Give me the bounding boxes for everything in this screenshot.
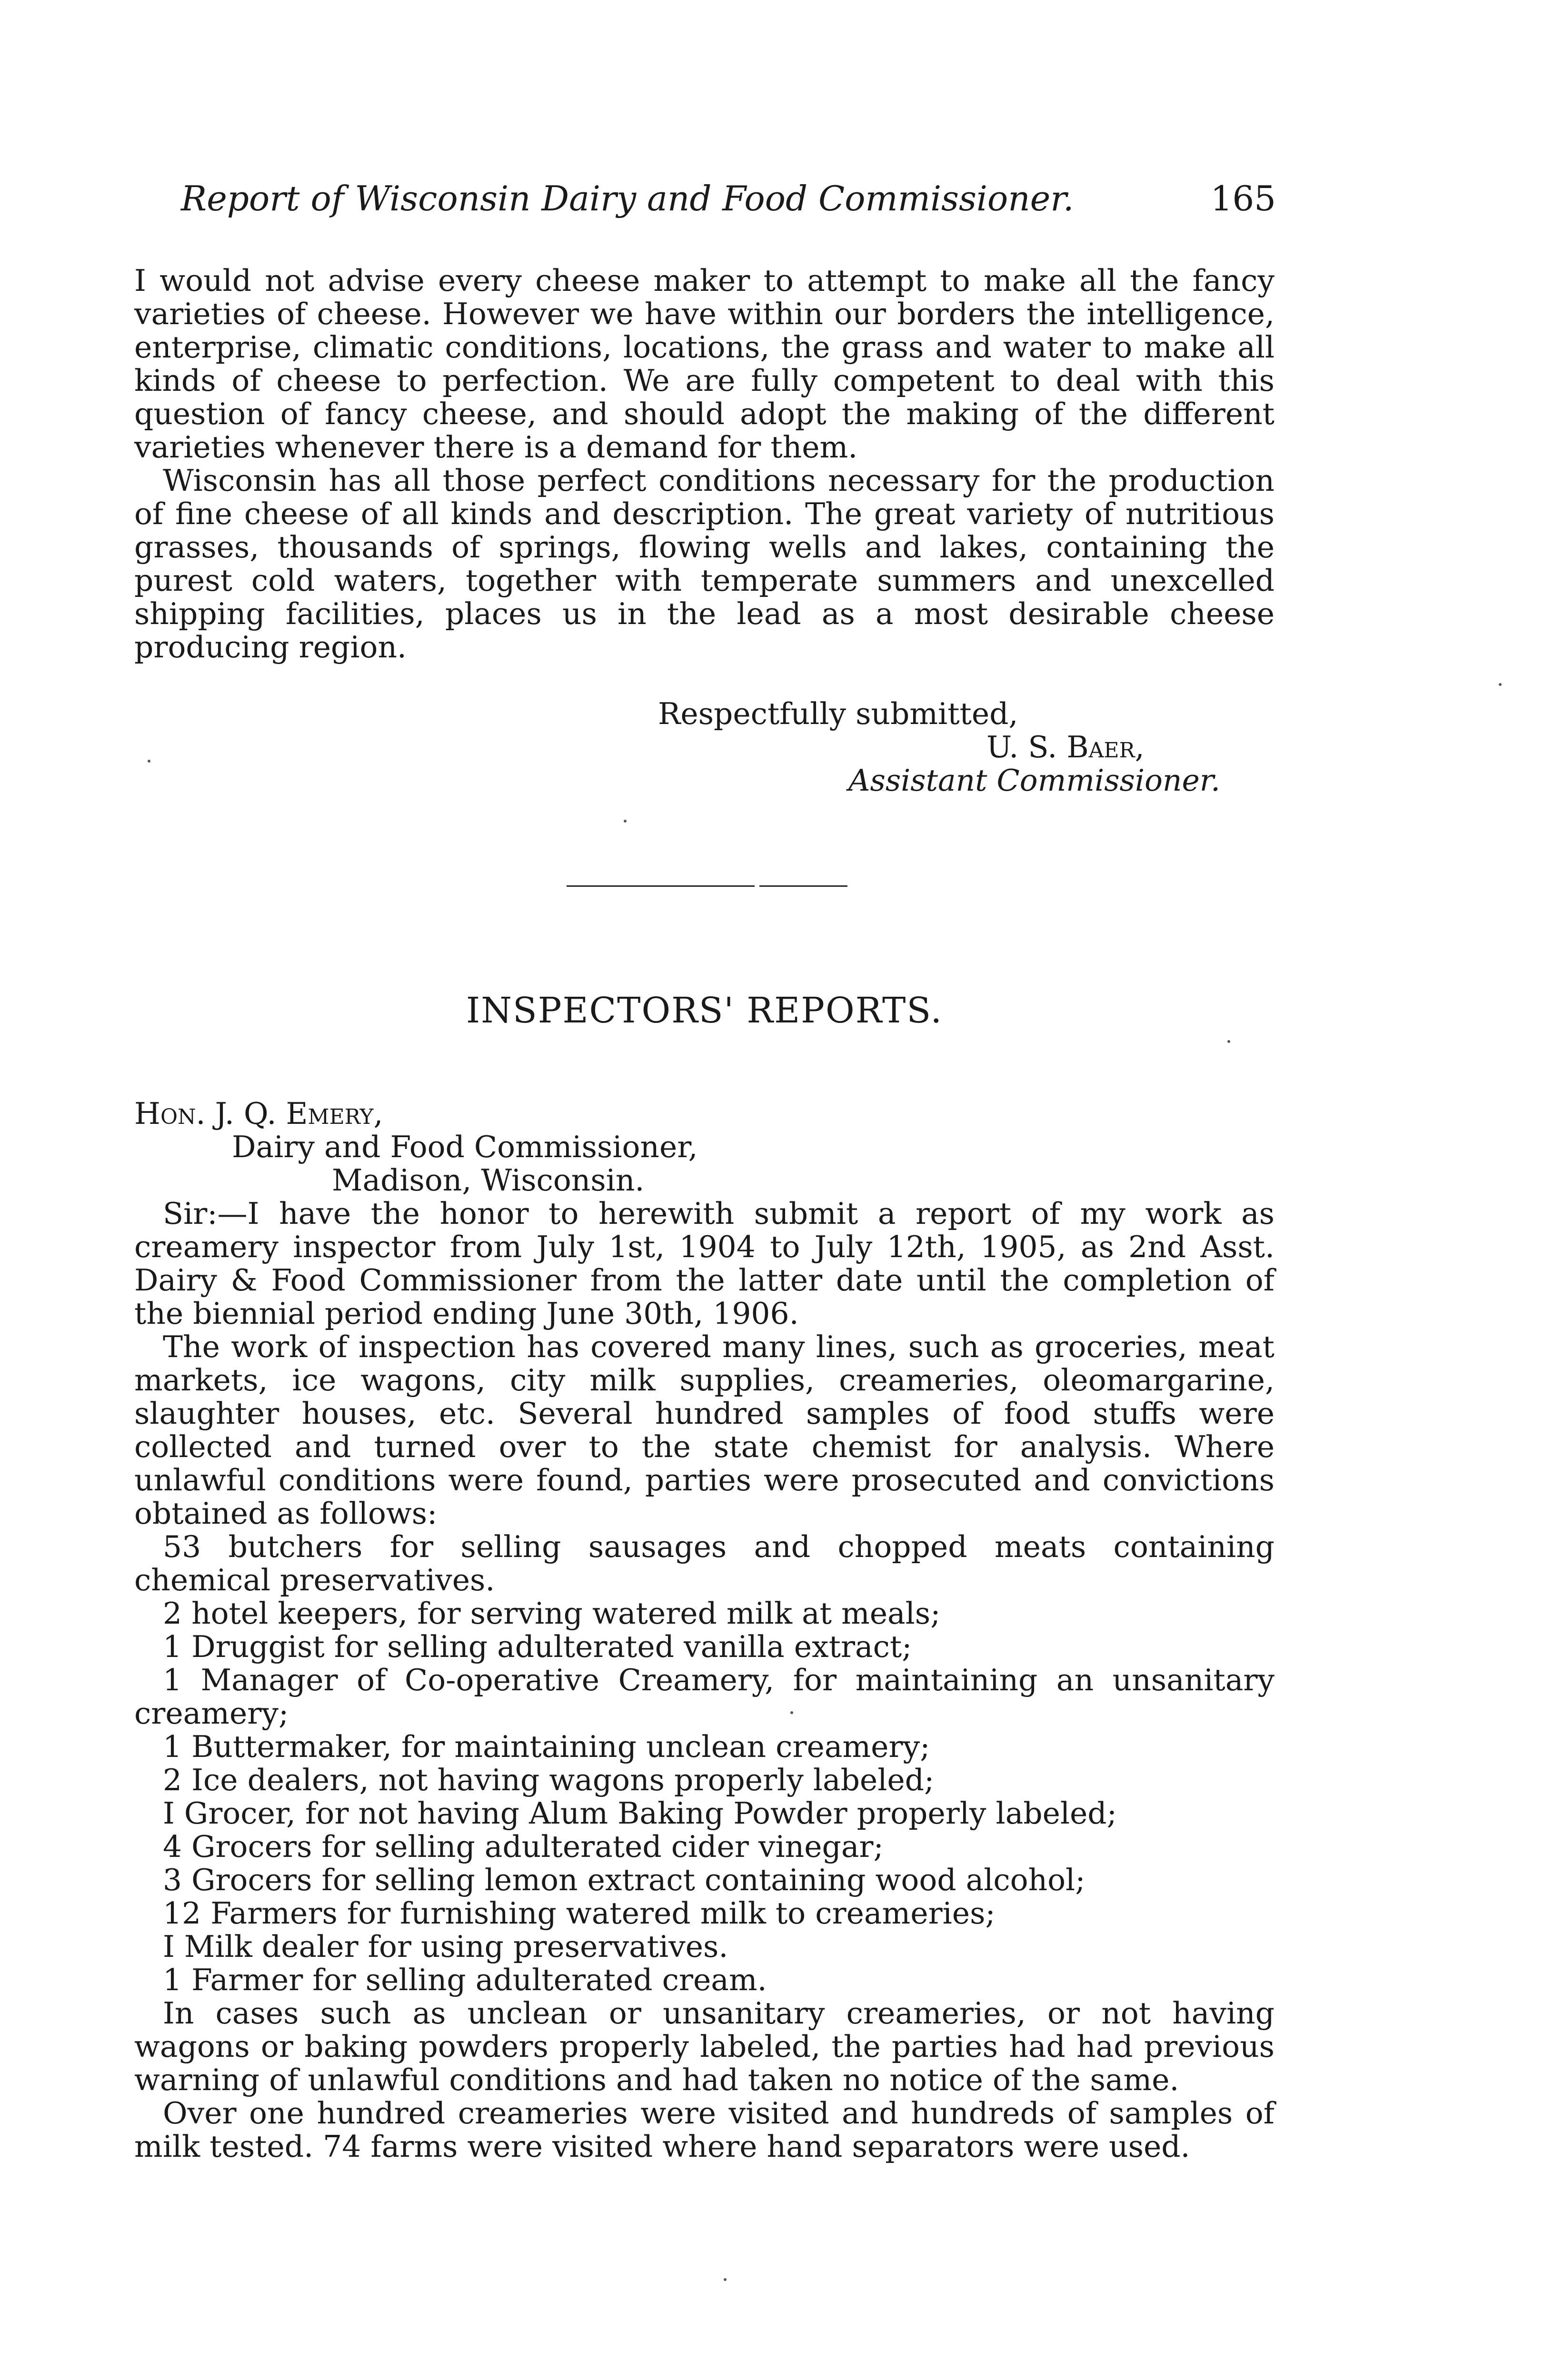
address-location: Madison, Wisconsin. — [332, 1163, 645, 1198]
section-divider-left — [567, 885, 755, 887]
signature-closing: Respectfully submitted, — [658, 696, 1018, 731]
report-paragraph-2: The work of inspection has covered many lines, such as groceries, meat markets, ice wagons, city milk supplies, creameries, oleomargarine, slaughter houses, etc. Several hundred samples of food stuffs were collected and turned over to the state chemist for analysis. Where unlawful conditions were found, parties were prosecuted and convictions obtained as follows: — [134, 1329, 1275, 1531]
scan-speck — [1499, 683, 1502, 686]
conviction-item: 1 Farmer for selling adulterated cream. — [163, 1963, 767, 1997]
scan-speck — [148, 760, 150, 763]
conviction-item: 1 Manager of Co-operative Creamery, for maintaining an unsanitary creamery; — [134, 1663, 1275, 1731]
conviction-item: 1 Buttermaker, for maintaining unclean creamery; — [163, 1729, 930, 1764]
report-text — [134, 1197, 1275, 2163]
section-divider-right — [759, 885, 847, 887]
running-header — [181, 172, 1276, 225]
address-office: Dairy and Food Commissioner, — [232, 1130, 698, 1164]
conviction-item: 12 Farmers for furnishing watered milk to creameries; — [163, 1896, 996, 1931]
conviction-item: 53 butchers for selling sausages and chopped meats containing chemical preservatives. — [134, 1529, 1275, 1597]
scan-speck — [790, 1711, 793, 1714]
conviction-item: 3 Grocers for selling lemon extract containing wood alcohol; — [163, 1863, 1086, 1897]
conviction-item: I Milk dealer for using preservatives. — [163, 1929, 728, 1964]
closing-paragraph-2: Over one hundred creameries were visited and hundreds of samples of milk tested. 74 farms were visited where hand separators were used. — [134, 2096, 1275, 2164]
address-recipient: Hon. J. Q. Emery, — [134, 1096, 383, 1131]
address-block — [134, 1097, 1275, 1197]
signature-name: U. S. Baer, — [986, 730, 1145, 764]
intro-paragraph-1: I would not advise every cheese maker to attempt to make all the fancy varieties of cheese. However we have within our borders the intelligence, enterprise, climatic conditions, locations, the grass and water to make all kinds of cheese to perfection. We are fully competent to deal with this question of fancy cheese, and should adopt the making of the different varieties whenever there is a demand for them. — [134, 263, 1275, 465]
conviction-item: 2 Ice dealers, not having wagons properly labeled; — [163, 1763, 935, 1797]
scan-speck — [624, 820, 627, 823]
conviction-item: 4 Grocers for selling adulterated cider vinegar; — [163, 1829, 884, 1864]
closing-paragraph-1: In cases such as unclean or unsanitary creameries, or not having wagons or baking powders properly labeled, the parties had had previous warning of unlawful conditions and had taken no notice of the same. — [134, 1996, 1275, 2097]
conviction-item: 1 Druggist for selling adulterated vanilla extract; — [163, 1629, 912, 1664]
conviction-item: I Grocer, for not having Alum Baking Powder properly labeled; — [163, 1796, 1117, 1831]
report-paragraph-1: Sir:—I have the honor to herewith submit a report of my work as creamery inspector from July 1st, 1904 to July 12th, 1905, as 2nd Asst. Dairy & Food Commissioner from the latter date until the completion of the biennial period ending June 30th, 1906. — [134, 1196, 1275, 1331]
page-number: 165 — [1210, 178, 1276, 218]
intro-paragraph-2: Wisconsin has all those perfect conditions necessary for the production of fine cheese of all kinds and description. The great variety of nutritious grasses, thousands of springs, flowing wells and lakes, containing the purest cold waters, together with temperate summers and unexcelled shipping facilities, places us in the lead as a most desirable cheese producing region. — [134, 463, 1275, 664]
section-heading: INSPECTORS' REPORTS. — [466, 990, 943, 1031]
header-title: Report of Wisconsin Dairy and Food Commissioner. — [181, 178, 1074, 218]
intro-text — [134, 264, 1275, 664]
signature-title: Assistant Commissioner. — [848, 763, 1221, 798]
signature-block — [134, 697, 1275, 797]
scan-speck — [724, 2278, 727, 2281]
scan-speck — [1227, 1040, 1230, 1043]
conviction-item: 2 hotel keepers, for serving watered milk at meals; — [163, 1596, 941, 1631]
